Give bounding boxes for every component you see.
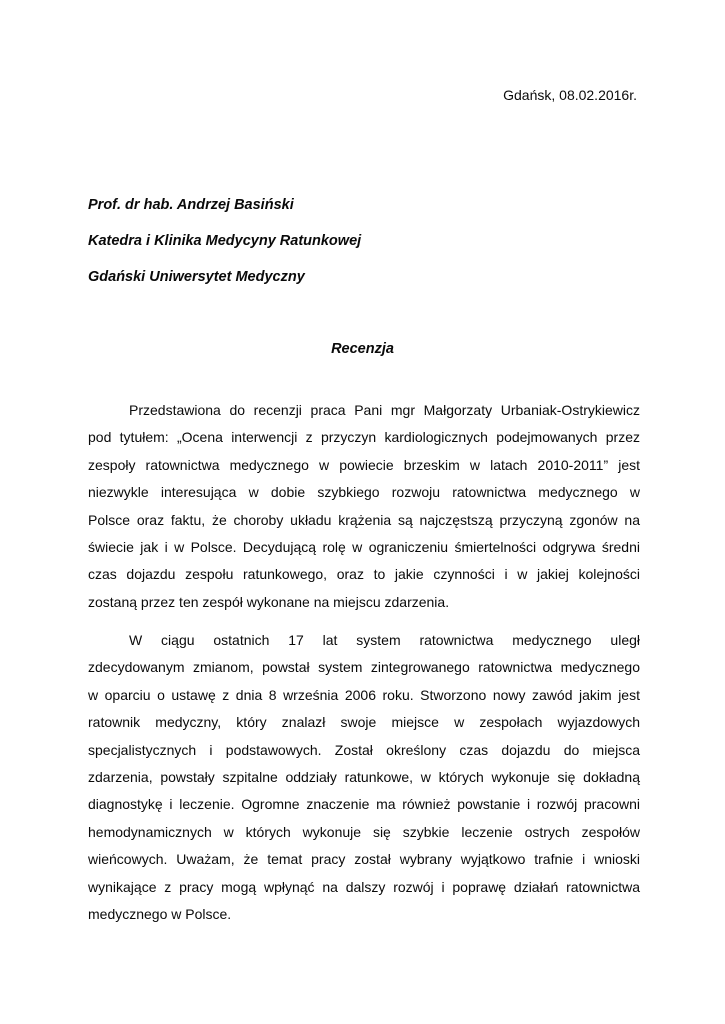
reviewer-department: Katedra i Klinika Medycyny Ratunkowej bbox=[88, 233, 362, 249]
paragraph-line: czas dojazdu zespołu ratunkowego, oraz to jakie czynności i w jakiej kolejności bbox=[88, 566, 640, 583]
paragraph-line: wieńcowych. Uważam, że temat pracy został wybrany wyjątkowo trafnie i wnioski bbox=[88, 851, 640, 868]
paragraph-line: zdecydowanym zmianom, powstał system zintegrowanego ratownictwa medycznego bbox=[88, 659, 640, 676]
paragraph-line: medycznego w Polsce. bbox=[88, 906, 232, 923]
reviewer-name: Prof. dr hab. Andrzej Basiński bbox=[88, 197, 294, 213]
paragraph-line: hemodynamicznych w których wykonuje się szybkie leczenie ostrych zespołów bbox=[88, 823, 640, 840]
paragraph-line: zdarzenia, powstały szpitalne oddziały ratunkowe, w których wykonuje się dokładną bbox=[88, 769, 640, 786]
paragraph-line: ratownik medyczny, który znalazł swoje miejsce w zespołach wyjazdowych bbox=[88, 714, 640, 731]
body-paragraph-2 bbox=[88, 627, 640, 928]
paragraph-line: niezwykle interesująca w dobie szybkiego rozwoju ratownictwa medycznego w bbox=[88, 484, 640, 501]
date-line: Gdańsk, 08.02.2016r. bbox=[503, 87, 637, 103]
paragraph-line: zostaną przez ten zespół wykonane na miejscu zdarzenia. bbox=[88, 593, 450, 610]
paragraph-line: wynikające z pracy mogą wpłynąć na dalszy rozwój i poprawę działań ratownictwa bbox=[88, 878, 640, 895]
paragraph-line: specjalistycznych i podstawowych. Został określony czas dojazdu do miejsca bbox=[88, 741, 640, 758]
paragraph-line: diagnostykę i leczenie. Ogromne znaczenie ma również powstanie i rozwój pracowni bbox=[88, 796, 640, 813]
body-paragraph-1 bbox=[88, 397, 640, 616]
paragraph-line: Przedstawiona do recenzji praca Pani mgr Małgorzaty Urbaniak-Ostrykiewicz bbox=[129, 402, 640, 418]
paragraph-line: w oparciu o ustawę z dnia 8 września 2006 roku. Stworzono nowy zawód jakim jest bbox=[88, 686, 640, 703]
paragraph-line: Polsce oraz faktu, że choroby układu krążenia są najczęstszą przyczyną zgonów na bbox=[88, 511, 640, 528]
paragraph-line: W ciągu ostatnich 17 lat system ratownictwa medycznego uległ bbox=[129, 632, 640, 648]
document-title: Recenzja bbox=[331, 341, 394, 357]
reviewer-university: Gdański Uniwersytet Medyczny bbox=[88, 269, 305, 285]
paragraph-line: zespoły ratownictwa medycznego w powiecie brzeskim w latach 2010-2011” jest bbox=[88, 456, 640, 473]
paragraph-line: świecie jak i w Polsce. Decydującą rolę w ograniczeniu śmiertelności odgrywa średni bbox=[88, 539, 640, 556]
paragraph-line: pod tytułem: „Ocena interwencji z przyczyn kardiologicznych podejmowanych przez bbox=[88, 429, 640, 446]
